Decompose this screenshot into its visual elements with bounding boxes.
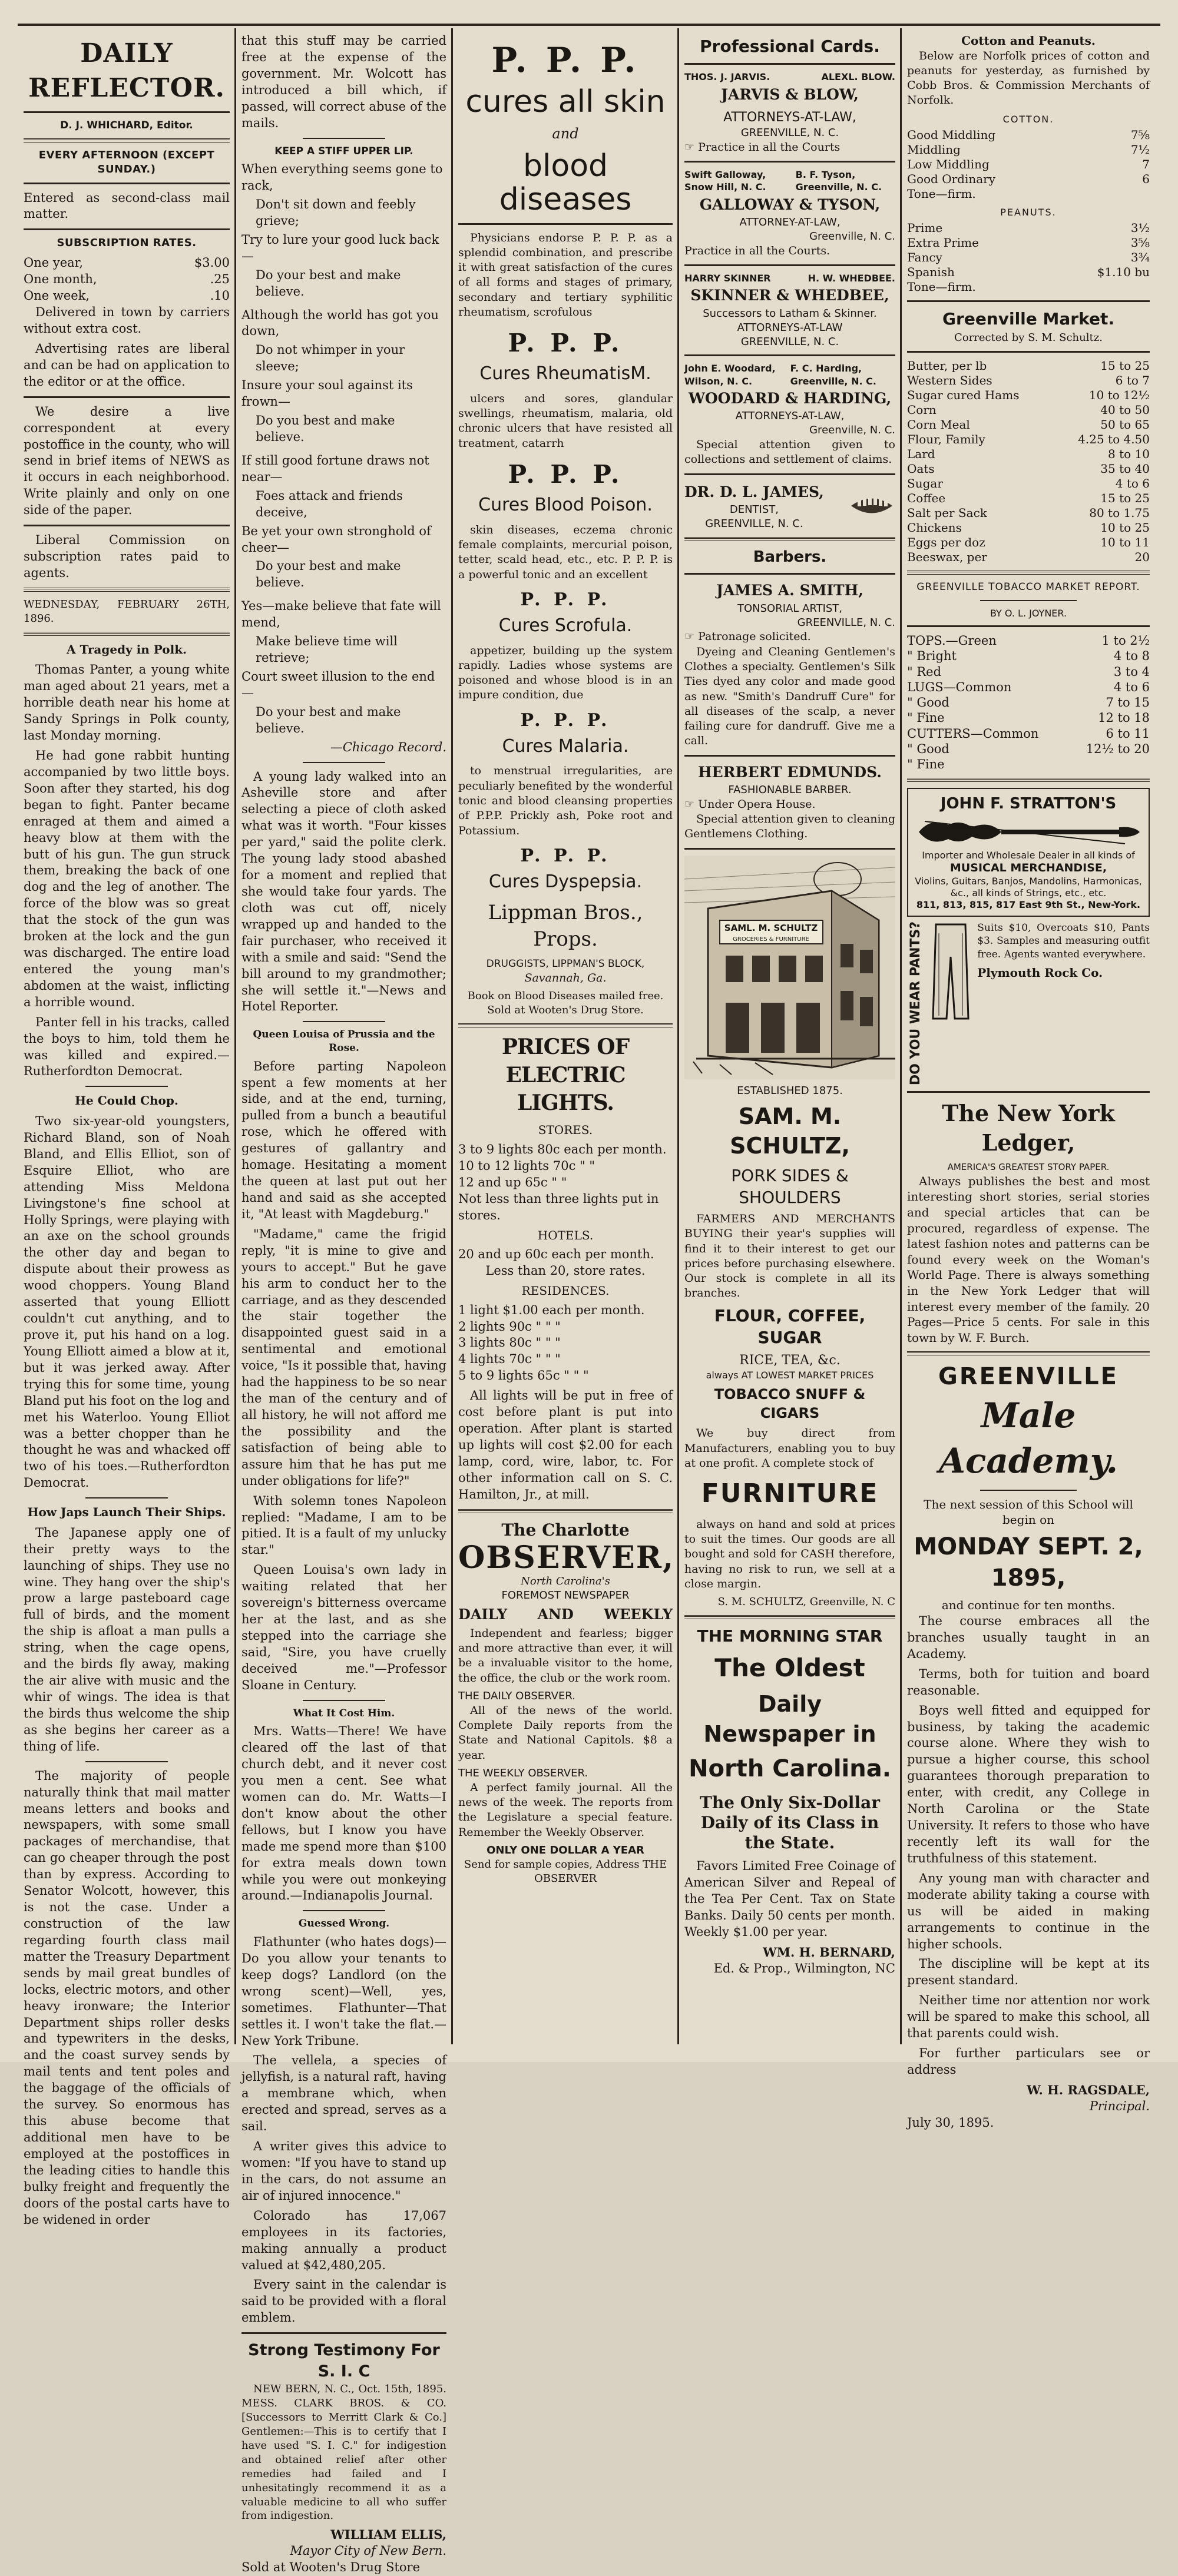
card-sub: Successors to Latham & Skinner. xyxy=(703,307,877,320)
ad-body: to menstrual irregularities, are peculiarly benefited by the wonderful tonic and blood cleansing properties of P.P.P. Prickly ash, Poke root and Potassium. xyxy=(458,764,673,837)
pointing-hand-icon: ☞ xyxy=(684,797,695,811)
card-note: Special attention given to collections and settlement of claims. xyxy=(684,438,895,466)
ad-body: appetizer, building up the system rapidly. Ladies whose systems are poisoned and whose blood is in an impure condition, due xyxy=(458,644,673,702)
table-row: Fancy 3¾ xyxy=(907,250,1150,265)
schultz-title: SAM. M. SCHULTZ, xyxy=(730,1103,850,1159)
table-row: Tone—firm. xyxy=(907,186,976,201)
article-paragraph: Neither time nor attention nor work will be spared to make this school, all that parents could wish. xyxy=(907,1993,1150,2041)
academy-dated: July 30, 1895. xyxy=(907,2115,994,2130)
card-names: Swift Galloway, Snow Hill, N. C. B. F. Tyson, Greenville, N. C. xyxy=(684,169,882,193)
ad-body: All lights will be put in free of cost before plant is put into operation. After plant is started up lights will cost $2.00 for each lamp, cord, wire, labor, tc. For other information call on S. C. Hamilton, Jr., at mill. xyxy=(458,1388,673,1501)
academy-next: The next session of this School will begin on xyxy=(924,1497,1133,1527)
pants-ad xyxy=(907,921,1150,1085)
rates-table xyxy=(24,255,230,304)
article-paragraph: Before parting Napoleon spent a few moments at her side, and at the end, turning, pulled from a bunch a beautiful rose, which he offered with gestures of gallantry and homage. Hesitating a moment the queen at last put out her hand and said as she accepted it, "At least with Magdeburg." xyxy=(241,1059,446,1221)
observer-and: AND xyxy=(537,1605,574,1623)
article-paragraph: A young lady walked into an Asheville store and after selecting a piece of cloth asked what was it worth. "Four kisses per yard," said the polite clerk. The young lady stood abashed for a moment and replied that she would take four yards. The cloth was cut off, nicely wrapped up and handed to the fair purchaser, who received it with a smile and said: "Send the bill around to my grandmother; she will settle it."—News and Hotel Reporter. xyxy=(241,769,446,1014)
electric-line: Not less than three lights put in stores. xyxy=(458,1191,659,1222)
electric-line: 12 and up 65c " " xyxy=(458,1175,567,1189)
ad-signature: S. M. SCHULTZ, Greenville, N. C xyxy=(717,1596,895,1609)
dentist-card xyxy=(684,481,895,531)
ledger-sub: AMERICA'S GREATEST STORY PAPER. xyxy=(947,1161,1110,1172)
rate-row: One month, .25 xyxy=(24,272,230,287)
card-sub: ATTORNEY-AT-LAW, xyxy=(739,216,841,228)
card-body: Special attention given to cleaning Gentlemens Clothing. xyxy=(684,813,895,841)
ad-body: Always publishes the best and most interesting short stories, serial stories and special articles that can be procured, regardless of expense. The latest fashion notes and patterns can be found every week on the Woman's World Page. There is always something in the New York Ledger that will interest every member of the family. 20 Pages—Price 5 cents. For sale in this town by W. F. Burch. xyxy=(907,1173,1150,1345)
ppp-cures: Cures Scrofula. xyxy=(498,615,633,636)
morning-star-nc: North Carolina. xyxy=(689,1755,891,1783)
morning-star-title: THE MORNING STAR xyxy=(697,1626,883,1646)
ad-body: Physicians endorse P. P. P. as a splendid combination, and prescribe it with great satisfaction of the cures of all forms and stages of primary, secondary and tertiary syphilitic rheumatism, scrofulous xyxy=(458,231,673,319)
article-paragraph: With solemn tones Napoleon replied: "Madame, I am to be pitied. It is a fault of my unlucky star." xyxy=(241,1493,446,1557)
article-paragraph: Queen Louisa's own lady in waiting related that her sovereign's bitterness overcame her at the last, and as she stepped into the carriage she said, "Sire, you have cruelly deceived me."—Professor Sloane in Century. xyxy=(241,1563,446,1692)
table-row: Western Sides 6 to 7 xyxy=(907,373,1150,388)
schultz-rice: RICE, TEA, &c. xyxy=(739,1353,841,1368)
editor-line: D. J. WHICHARD, Editor. xyxy=(60,120,193,132)
article-title: Queen Louisa of Prussia and the Rose. xyxy=(253,1029,435,1054)
table-row: Chickens 10 to 25 xyxy=(907,520,1150,535)
academy-date: MONDAY SEPT. 2, 1895, xyxy=(914,1533,1143,1592)
article-title: A Tragedy in Polk. xyxy=(66,642,187,657)
card-sub: FASHIONABLE BARBER. xyxy=(728,783,852,796)
article-title: Guessed Wrong. xyxy=(298,1918,390,1930)
ad-body: ulcers and sores, glandular swellings, rheumatism, malaria, old chronic ulcers that have resisted all treatment, catarrh xyxy=(458,392,673,450)
table-row: Salt per Sack 80 to 1.75 xyxy=(907,506,1150,520)
article-paragraph: The discipline will be kept at its present standard. xyxy=(907,1957,1150,1988)
ppp-cures: Cures Malaria. xyxy=(502,735,629,757)
article-paragraph: For further particulars see or address xyxy=(907,2046,1150,2077)
table-row: CUTTERS—Common 6 to 11 xyxy=(907,726,1150,741)
card-city: GREENVILLE, N. C. xyxy=(740,335,839,348)
dateline: WEDNESDAY, FEBRUARY 26TH, 1896. xyxy=(24,598,230,625)
article-paragraph: Mrs. Watts—There! We have cleared off the last of that church debt, and it never cost you men a cent. See what women can do. Mr. Watts—I don't know about the other fellows, but I know you have made me spend more than $100 for extra meals down town while you were out monkeying around.—Indianapolis Journal. xyxy=(241,1724,446,1903)
schultz-pork: PORK SIDES & SHOULDERS xyxy=(731,1165,849,1207)
market-intro: Below are Norfolk prices of cotton and peanuts for yesterday, as furnished by Cobb Bros. & Commission Merchants of Norfolk. xyxy=(907,49,1150,107)
schultz-lowest: always AT LOWEST MARKET PRICES xyxy=(706,1370,874,1381)
article-paragraph: The Japanese apply one of their pretty ways to the launching of ships. They use no wine. They hang over the ship's prow a large pasteboard cage full of birds, and the moment the ship is afloat a man pulls a string, when the cage opens, and the birds fly away, making the air alive with music and the whir of wings. The idea is that the birds thus welcome the ship as she begins her career as a thing of life. xyxy=(24,1525,230,1753)
top-rule xyxy=(18,24,1160,26)
table-row: " Good 12½ to 20 xyxy=(907,741,1150,756)
greenville-market-table xyxy=(907,359,1150,565)
violin-icon xyxy=(913,814,1146,850)
observer-weekly: WEEKLY xyxy=(604,1605,673,1623)
table-row: Flour, Family 4.25 to 4.50 xyxy=(907,432,1150,447)
article-paragraph: He had gone rabbit hunting accompanied by two little boys. Soon after they started, his dog began to fight. Panter became enraged at them and aimed a heavy blow at them with the butt of his gun. The gun struck them, breaking the back of one dog and the leg of another. The force of the blow was so great that the stock of the gun was broken at the lock and the gun was discharged. The entire load entered the young man's abdomen at the waist, inflicting a horrible wound. xyxy=(24,748,230,1009)
poem-source: —Chicago Record. xyxy=(330,740,446,754)
ad-body: skin diseases, eczema chronic female complaints, mercurial poison, tetter, scald head, etc., etc. P. P. P. is a powerful tonic and an excellent xyxy=(458,523,673,581)
poem-title: KEEP A STIFF UPPER LIP. xyxy=(274,145,413,157)
table-row: Corn 40 to 50 xyxy=(907,403,1150,417)
correspondent-note: We desire a live correspondent at every postoffice in the county, who will send in brief items of NEWS as it occurs in each neighborhood. Write plainly and only on one side of the paper. xyxy=(24,404,230,518)
schultz-tobacco: TOBACCO SNUFF & CIGARS xyxy=(714,1385,866,1421)
observer-nc: North Carolina's xyxy=(521,1575,610,1588)
ledger-title: The New York Ledger, xyxy=(942,1099,1115,1156)
ad-body: All of the news of the world. Complete Daily reports from the State and National Capitols. $8 a year. xyxy=(458,1703,673,1762)
table-row: " Bright 4 to 8 xyxy=(907,649,1150,664)
market-title: Cotton and Peanuts. xyxy=(961,34,1096,48)
rates-title: SUBSCRIPTION RATES. xyxy=(57,237,197,250)
ad-sold: Sold at Wooten's Drug Store xyxy=(241,2560,421,2575)
table-row: Good Middling 7⅝ xyxy=(907,127,1150,142)
pointing-hand-icon: ☞ xyxy=(684,630,695,644)
ppp-heading: P. P. P. xyxy=(520,845,611,866)
column-4 xyxy=(679,33,901,2044)
card-note: ☞ Under Opera House. xyxy=(684,797,816,811)
ppp-druggists: DRUGGISTS, LIPPMAN'S BLOCK, xyxy=(486,957,645,970)
electric-title: PRICES OF ELECTRIC LIGHTS. xyxy=(501,1034,630,1116)
ppp-sold: Sold at Wooten's Drug Store. xyxy=(487,1003,644,1016)
card-city: GREENVILLE, N. C. xyxy=(740,127,839,139)
stratton-mm: MUSICAL MERCHANDISE, xyxy=(949,861,1107,875)
ad-signature: W. H. RAGSDALE, xyxy=(1027,2082,1150,2097)
stratton-ad xyxy=(907,788,1150,916)
card-names: THOS. J. JARVIS. ALEXL. BLOW. xyxy=(684,71,895,83)
section-title: Professional Cards. xyxy=(700,37,880,56)
table-row: Sugar 4 to 6 xyxy=(907,476,1150,491)
ppp-heading: P. P. P. xyxy=(520,710,611,731)
table-row: TOPS.—Green 1 to 2½ xyxy=(907,634,1150,648)
article-paragraph: Panter fell in his tracks, called the boys to him, told them he was killed and expired.—Rutherfordton Democrat. xyxy=(24,1015,230,1079)
cotton-table xyxy=(907,128,1150,201)
ppp-cures: Cures Blood Poison. xyxy=(478,494,653,515)
observer-send: Send for sample copies, Address THE OBSERVER xyxy=(464,1858,667,1885)
pointing-hand-icon: ☞ xyxy=(684,140,695,154)
observer-weekly-head: THE WEEKLY OBSERVER. xyxy=(458,1766,588,1779)
masthead-title: DAILY REFLECTOR. xyxy=(28,38,225,103)
ad-body: FARMERS AND MERCHANTS BUYING their year's supplies will find it to their interest to get our prices before purchasing elsewhere. Our stock is complete in all its branches. xyxy=(684,1212,895,1300)
article-paragraph: Terms, both for tuition and board reasonable. xyxy=(907,1666,1150,1698)
card-body: Dyeing and Cleaning Gentlemen's Clothes a specialty. Gentlemen's Silk Ties dyed any color and made good as new. "Smith's Dandruff Cure" for all diseases of the scalp, a never failing cure for dandruff. Give me a call. xyxy=(684,645,895,748)
table-row: " Red 3 to 4 xyxy=(907,664,1150,679)
store-sign-sub: GROCERIES & FURNITURE xyxy=(733,936,809,943)
ppp-heading: P. P. P. xyxy=(508,329,623,358)
card-sub: ATTORNEYS-AT-LAW, xyxy=(723,110,856,125)
article-title: He Could Chop. xyxy=(75,1093,178,1108)
table-row: Butter, per lb 15 to 25 xyxy=(907,359,1150,373)
entered-note: Entered as second-class mail matter. xyxy=(24,190,230,221)
store-illustration xyxy=(684,856,895,1079)
article-title: What It Cost Him. xyxy=(293,1707,395,1719)
card-note: Practice in all the Courts. xyxy=(684,244,830,257)
table-row: Eggs per doz 10 to 11 xyxy=(907,535,1150,550)
column-1 xyxy=(18,33,236,2227)
card-firm: JAMES A. SMITH, xyxy=(716,582,863,599)
commission-note: Liberal Commission on subscription rates paid to agents. xyxy=(24,533,230,580)
electric-line: 20 and up 60c each per month. xyxy=(458,1247,654,1262)
ppp-cures-all: cures all skin xyxy=(465,84,666,120)
ad-body: Suits $10, Overcoats $10, Pants $3. Samples and measuring outfit free. Agents wanted everywhere. xyxy=(977,921,1150,961)
electric-line: 4 lights 70c " " " xyxy=(458,1352,561,1367)
electric-line: Less than 20, store rates. xyxy=(485,1264,646,1278)
ad-body: We buy direct from Manufacturers, enabling you to buy at one profit. A complete stock of xyxy=(684,1427,895,1470)
electric-line: 3 lights 80c " " " xyxy=(458,1335,561,1350)
article-paragraph: A writer gives this advice to women: "If you have to stand up in the cars, do not assume an air of injured innocence." xyxy=(241,2139,446,2203)
ppp-book: Book on Blood Diseases mailed free. xyxy=(467,989,664,1002)
ppp-city: Savannah, Ga. xyxy=(524,971,607,984)
article-paragraph: The course embraces all the branches usually taught in an Academy. xyxy=(907,1614,1150,1661)
stratton-title: JOHN F. STRATTON'S xyxy=(940,795,1117,813)
ad-body: NEW BERN, N. C., Oct. 15th, 1895. MESS. CLARK BROS. & CO. [Successors to Merritt Clark & Co.] Gentlemen:—This is to certify that I have used "S. I. C." for indigestion and obtained relief after other remedies had failed and I unhesitatingly recommend it as a valuable medicine to all who suffer from indigestion. xyxy=(241,2383,446,2522)
ppp-cures: Cures RheumatisM. xyxy=(479,363,651,384)
article-paragraph: The vellela, a species of jellyfish, is a natural raft, having a membrane which, when erected and spread, serves as a sail. xyxy=(241,2053,446,2134)
ad-signature: Principal. xyxy=(1089,2098,1150,2113)
tobacco-by: BY O. L. JOYNER. xyxy=(990,607,1067,619)
poem: When everything seems gone to rack, Don't sit down and feebly grieve; Try to lure your good luck back— Do your best and make believe. Although the world has got you down, Do not whimper in your sleeve; Insure your soul against its frown— Do you best and make believe. If still good fortune draws not near— Foes attack and friends deceive, Be yet your own stronghold of cheer— Do your best and make believe. Yes—make believe that fate will mend, Make believe time will retrieve; Court sweet illusion to the end— Do your best and make believe. xyxy=(241,162,443,735)
observer-title: OBSERVER, xyxy=(458,1539,675,1576)
tobacco-title: GREENVILLE TOBACCO MARKET REPORT. xyxy=(916,581,1140,594)
table-row: Spanish $1.10 bu xyxy=(907,265,1150,280)
ppp-and: and xyxy=(552,125,579,142)
observer-price: ONLY ONE DOLLAR A YEAR xyxy=(487,1844,644,1856)
ad-title: Strong Testimony For S. I. C xyxy=(248,2341,440,2381)
card-sub: TONSORIAL ARTIST, xyxy=(737,602,843,615)
table-row: Beeswax, per 20 xyxy=(907,550,1150,565)
ad-signature: Mayor City of New Bern. xyxy=(290,2544,446,2558)
morning-star-daily: Daily Newspaper in xyxy=(703,1691,876,1747)
observer-foremost: FOREMOST NEWSPAPER xyxy=(501,1589,630,1602)
stratton-addr: 811, 813, 815, 817 East 9th St., New-York. xyxy=(916,899,1141,910)
schedule: EVERY AFTERNOON (EXCEPT SUNDAY.) xyxy=(38,148,215,175)
electric-section: RESIDENCES. xyxy=(521,1284,610,1298)
pants-question: DO YOU WEAR PANTS? xyxy=(908,921,923,1085)
table-row: Low Middling 7 xyxy=(907,157,1150,171)
article-paragraph: "Madame," came the frigid reply, "it is mine to give and yours to accept." But he gave his arm to conduct her to the carriage, and as they descended the stair together the disappointed guest said in a sentimental and emotional voice, "Is it possible that, having had the happiness to be so near the man of the century and of all history, he will not afford me the possibility and the satisfaction of being able to assure him that he has put me under obligations for life?" xyxy=(241,1226,446,1488)
schultz-established: ESTABLISHED 1875. xyxy=(737,1084,843,1097)
table-row: LUGS—Common 4 to 6 xyxy=(907,679,1150,694)
rate-row: One year, $3.00 xyxy=(24,256,230,270)
card-note: ☞ Patronage solicited. xyxy=(684,630,811,644)
observer-daily-head: THE DAILY OBSERVER. xyxy=(458,1689,575,1702)
table-row: " Fine xyxy=(907,757,945,772)
card-firm: HERBERT EDMUNDS. xyxy=(698,763,882,781)
card-sub: ATTORNEYS-AT-LAW, xyxy=(735,410,845,423)
ppp-heading: P. P. P. xyxy=(520,589,611,610)
store-sign: SAML. M. SCHULTZ xyxy=(724,922,818,933)
schultz-flour: FLOUR, COFFEE, SUGAR xyxy=(714,1305,866,1347)
electric-line: 1 light $1.00 each per month. xyxy=(458,1302,645,1317)
observer-the: The Charlotte xyxy=(501,1520,630,1540)
column-3 xyxy=(452,33,679,2044)
table-row: Corn Meal 50 to 65 xyxy=(907,417,1150,432)
academy-subtitle: Male Academy. xyxy=(939,1395,1118,1481)
table-row: Sugar cured Hams 10 to 12½ xyxy=(907,388,1150,403)
article-title: How Japs Launch Their Ships. xyxy=(27,1505,226,1520)
dentures-icon xyxy=(848,491,895,520)
card-sub: ATTORNEYS-AT-LAW xyxy=(737,321,843,334)
ppp-heading: P. P. P. xyxy=(491,40,640,80)
table-row: Coffee 15 to 25 xyxy=(907,491,1150,506)
table-row: Prime 3½ xyxy=(907,221,1150,236)
column-2 xyxy=(236,33,452,2575)
table-row: Lard 8 to 10 xyxy=(907,447,1150,462)
card-note: ☞ Practice in all the Courts xyxy=(684,140,841,154)
card-firm: GALLOWAY & TYSON, xyxy=(699,195,881,213)
morning-star-only: The Only Six-Dollar Daily of its Class in the State. xyxy=(700,1793,880,1852)
electric-line: 10 to 12 lights 70c " " xyxy=(458,1158,595,1173)
article-paragraph: that this stuff may be carried free at the expense of the government. Mr. Wolcott has introduced a bill which, if passed, will correct abuse of the mails. xyxy=(241,34,446,130)
card-city: Greenville, N. C. xyxy=(809,230,895,243)
table-row: Tone—firm. xyxy=(907,280,976,294)
table-row: Extra Prime 3⅝ xyxy=(907,236,1150,250)
card-names: John E. Woodard, Wilson, N. C. F. C. Harding, Greenville, N. C. xyxy=(684,363,876,387)
section-title: Barbers. xyxy=(753,548,827,566)
table-row: Oats 35 to 40 xyxy=(907,462,1150,476)
ppp-blood-diseases: blood diseases xyxy=(499,148,632,218)
market-subhead: PEANUTS. xyxy=(1000,206,1057,218)
advertising-note: Advertising rates are liberal and can be had on application to the editor or at the office. xyxy=(24,341,230,389)
academy-title: GREENVILLE xyxy=(938,1363,1119,1391)
market-by: Corrected by S. M. Schultz. xyxy=(954,331,1103,344)
card-city: GREENVILLE, N. C. xyxy=(797,616,895,629)
ad-signature: Ed. & Prop., Wilmington, NC xyxy=(713,1961,895,1975)
table-row: " Fine 12 to 18 xyxy=(907,711,1150,725)
article-paragraph: Two six-year-old youngsters, Richard Bland, son of Noah Bland, and Ellis Elliot, son of Esquire Elliot, who are attending Miss Meldona Livingstone's fine school at Holly Springs, were playing with an axe on the school grounds the other day and began to dispute about their prowess as wood choppers. Young Bland asserted that young Elliott couldn't cut anything, and to prove it, put his hand on a log. Young Elliott aimed a blow at it, but it was jerked away. After trying this for some time, young Bland put his foot on the log and met his Waterloo. Young Elliot was a better chopper than he thought he was and whacked off two of his toes.—Rutherfordton Democrat. xyxy=(24,1114,230,1490)
electric-line: 2 lights 90c " " " xyxy=(458,1319,561,1334)
schultz-furniture: FURNITURE xyxy=(701,1478,879,1509)
electric-section: STORES. xyxy=(538,1123,593,1138)
table-row: " Good 7 to 15 xyxy=(907,695,1150,710)
card-firm: SKINNER & WHEDBEE, xyxy=(690,287,889,304)
academy-cont: and continue for ten months. xyxy=(941,1598,1116,1613)
card-city: Greenville, N. C. xyxy=(809,424,895,437)
article-paragraph: Colorado has 17,067 employees in its factories, making annually a product valued at $42,480,205. xyxy=(241,2208,446,2272)
table-row: Good Ordinary 6 xyxy=(907,171,1150,186)
observer-daily: DAILY xyxy=(458,1605,508,1623)
electric-line: 3 to 9 lights 80c each per month. xyxy=(458,1142,667,1156)
electric-section: HOTELS. xyxy=(537,1228,594,1242)
card-firm: DR. D. L. JAMES, xyxy=(684,483,824,500)
table-row: Middling 7½ xyxy=(907,142,1150,157)
delivery-note: Delivered in town by carriers without extra cost. xyxy=(24,305,230,336)
rate-row: One week, .10 xyxy=(24,289,230,303)
article-paragraph: Flathunter (who hates dogs)—Do you allow your tenants to keep dogs? Landlord (on the wrong scent)—Well, yes, sometimes. Flathunter—That settles it. I won't take the flat.—New York Tribune. xyxy=(241,1935,446,2048)
card-firm: WOODARD & HARDING, xyxy=(688,389,892,407)
column-5 xyxy=(901,33,1156,2130)
card-city: GREENVILLE, N. C. xyxy=(705,517,803,530)
article-paragraph: Any young man with character and moderate ability taking a course with us will be aided in making arrangements to continue in the higher schools. xyxy=(907,1871,1150,1951)
ad-body: Independent and fearless; bigger and more attractive than ever, it will be a invaluable visitor to the home, the office, the club or the work room. xyxy=(458,1626,673,1685)
stratton-list: Violins, Guitars, Banjos, Mandolins, Harmonicas, &c., all kinds of Strings, etc., etc. xyxy=(915,875,1142,899)
plymouth-name: Plymouth Rock Co. xyxy=(977,965,1103,980)
ppp-cures: Cures Dyspepsia. xyxy=(488,871,643,892)
pants-icon xyxy=(930,921,971,1022)
market-subhead: COTTON. xyxy=(1002,113,1054,125)
article-paragraph: Thomas Panter, a young white man aged about 21 years, met a horrible death near his home at Sandy Springs in Polk county, last Monday morning. xyxy=(24,662,230,743)
ad-body: A perfect family journal. All the news of the week. The reports from the Legislature a special feature. Remember the Weekly Observer. xyxy=(458,1781,673,1839)
ad-signature: WILLIAM ELLIS, xyxy=(330,2527,446,2542)
article-paragraph: Boys well fitted and equipped for business, by taking the academic course alone. Where they wish to pursue a higher course, this school guarantees thorough preparation to enter, with credit, any College in North Carolina or the State University. It refers to those who have recently left its wall for the truthfulness of this statement. xyxy=(907,1703,1150,1865)
morning-star-oldest: The Oldest xyxy=(714,1653,865,1683)
article-paragraph: Every saint in the calendar is said to be provided with a floral emblem. xyxy=(241,2277,446,2325)
ppp-heading: P. P. P. xyxy=(508,460,623,489)
card-firm: JARVIS & BLOW, xyxy=(721,85,859,103)
article-paragraph: The majority of people naturally think that mail matter means letters and books and newspapers, with some small packages of merchandise, that can go cheaper through the post than by express. According to Senator Wolcott, however, this is not the case. Under a construction of the law regarding fourth class mail matter the Treasury Department sends by mail great bundles of locks, electric motors, and other heavy ironware; the Interior Department ships roller desks and typewriters in the desks, and the coast survey sends by mail tents and tent poles and the baggage of the officials of the survey. So enormous has this abuse become that additional men have to be employed at the postoffices in the leading cities to handle this bulky freight and frequently the doors of the postal carts have to be widened in order xyxy=(24,1768,230,2227)
ppp-props: Lippman Bros., Props. xyxy=(488,900,643,951)
stratton-sub: Importer and Wholesale Dealer in all kinds of xyxy=(922,850,1135,861)
card-names: HARRY SKINNER H. W. WHEDBEE. xyxy=(684,273,895,284)
ad-body: Favors Limited Free Coinage of American Silver and Repeal of the Tea Per Cent. Tax on State Banks. Daily 50 cents per month. Weekly $1.00 per year. xyxy=(684,1859,895,1939)
electric-line: 5 to 9 lights 65c " " " xyxy=(458,1368,589,1383)
tobacco-table xyxy=(907,633,1150,772)
peanuts-table xyxy=(907,221,1150,294)
ad-body: always on hand and sold at prices to suit the times. Our goods are all bought and sold for CASH therefore, having no risk to run, we sell at a close margin. xyxy=(684,1517,895,1590)
market-title: Greenville Market. xyxy=(942,309,1114,329)
card-sub: DENTIST, xyxy=(729,503,779,516)
ad-signature: WM. H. BERNARD, xyxy=(763,1944,895,1960)
